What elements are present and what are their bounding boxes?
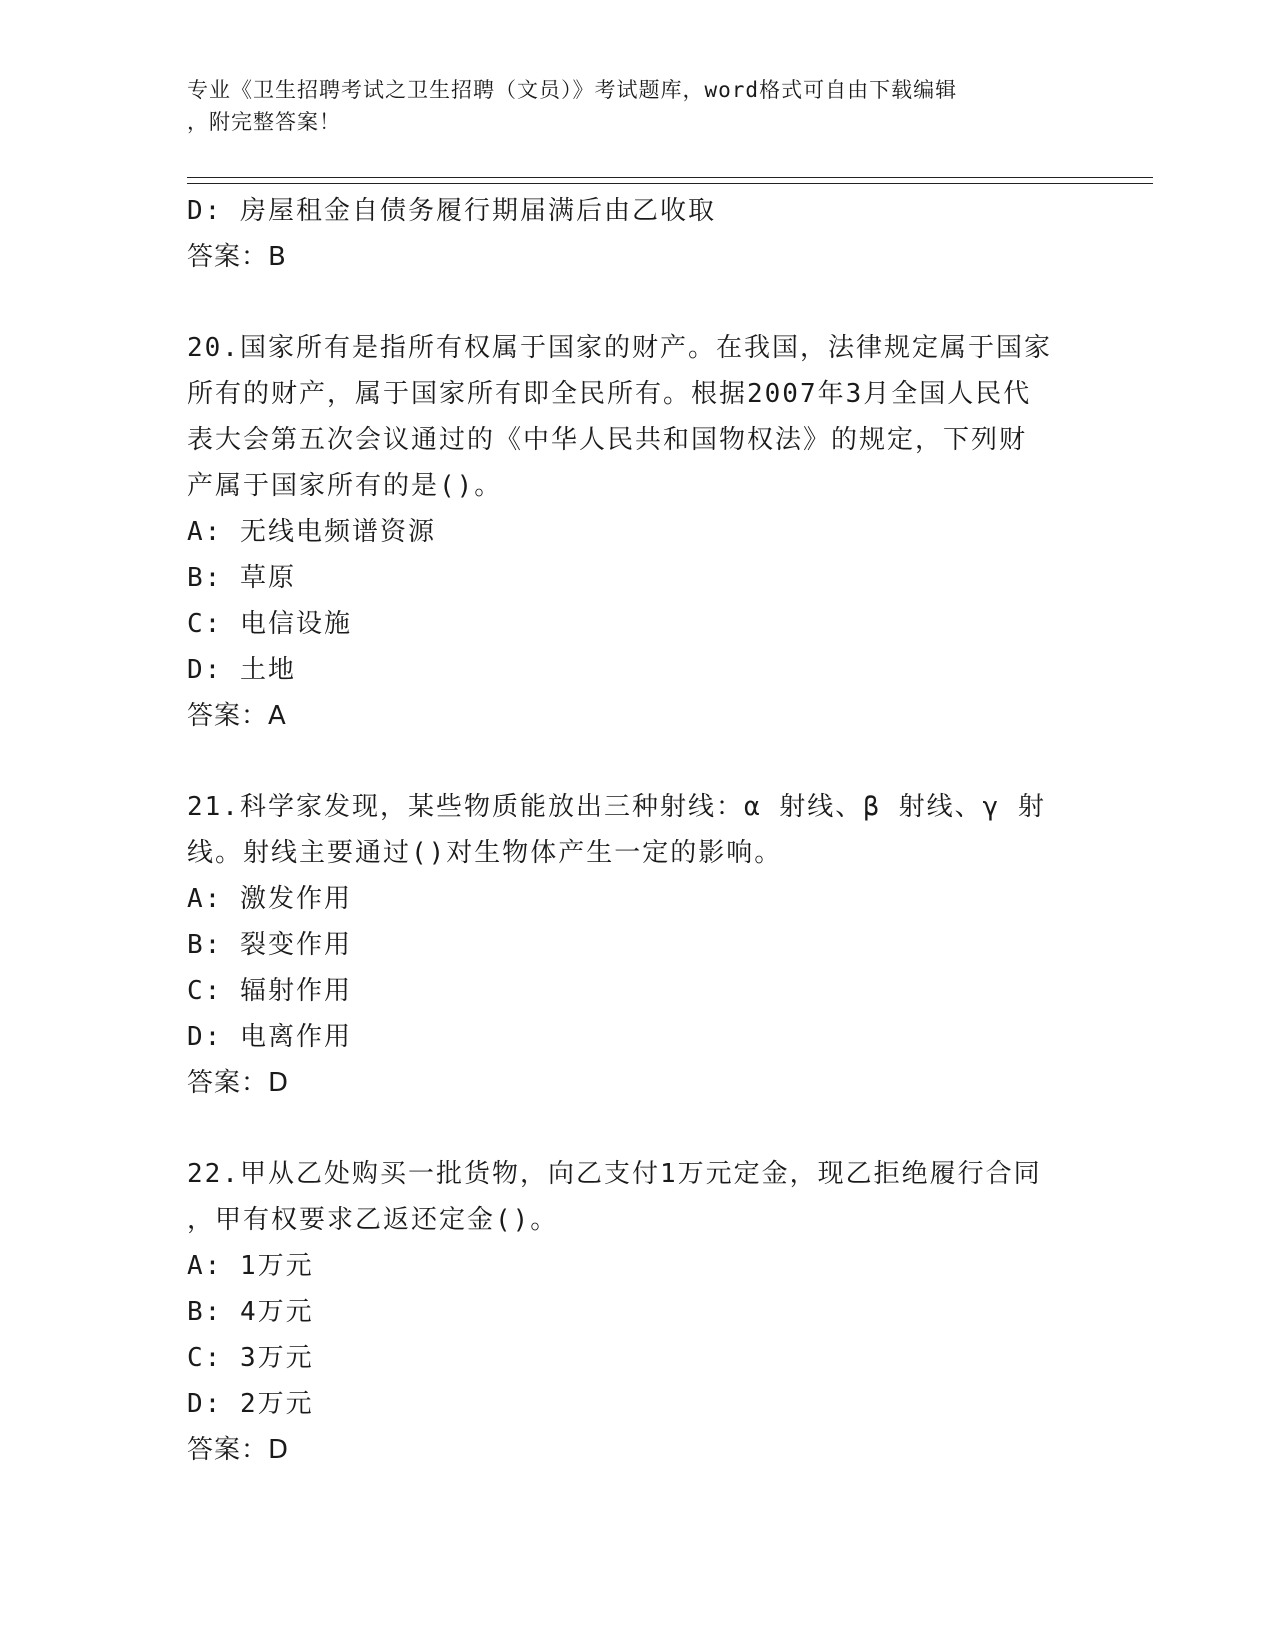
- answer: 答案：D: [187, 1435, 290, 1465]
- option-b: B: 草原: [187, 563, 296, 593]
- option-b: B: 裂变作用: [187, 930, 352, 960]
- question-stem-line: 20.国家所有是指所有权属于国家的财产。在我国，法律规定属于国家: [187, 333, 1052, 363]
- document-header: [187, 74, 1067, 138]
- option-c: C: 电信设施: [187, 609, 352, 639]
- question-21: [187, 784, 1067, 1106]
- header-divider-bottom: [187, 183, 1153, 184]
- question-22: [187, 1151, 1067, 1473]
- header-line-2: ，附完整答案！: [187, 110, 341, 134]
- question-20: [187, 325, 1067, 739]
- answer: 答案：A: [187, 701, 287, 731]
- option-a: A: 激发作用: [187, 884, 352, 914]
- option-d: D: 2万元: [187, 1389, 314, 1419]
- question-stem-line: 表大会第五次会议通过的《中华人民共和国物权法》的规定，下列财: [187, 425, 1028, 455]
- option-c: C: 3万元: [187, 1343, 314, 1373]
- option-d: D: 电离作用: [187, 1022, 352, 1052]
- question-stem-line: 22.甲从乙处购买一批货物，向乙支付1万元定金，现乙拒绝履行合同: [187, 1159, 1042, 1189]
- question-stem-line: 所有的财产，属于国家所有即全民所有。根据2007年3月全国人民代: [187, 379, 1032, 409]
- header-divider-top: [187, 177, 1153, 178]
- option-b: B: 4万元: [187, 1297, 314, 1327]
- option-c: C: 辐射作用: [187, 976, 352, 1006]
- question-content: [187, 188, 1067, 1473]
- prev-answer: 答案：B: [187, 242, 287, 272]
- answer: 答案：D: [187, 1068, 290, 1098]
- question-stem-line: 线。射线主要通过()对生物体产生一定的影响。: [187, 838, 783, 868]
- option-a: A: 无线电频谱资源: [187, 517, 436, 547]
- question-stem-line: 21.科学家发现，某些物质能放出三种射线：α 射线、β 射线、γ 射: [187, 792, 1046, 822]
- option-a: A: 1万元: [187, 1251, 314, 1281]
- question-stem-line: ，甲有权要求乙返还定金()。: [187, 1205, 559, 1235]
- prev-option-d: D: 房屋租金自债务履行期届满后由乙收取: [187, 196, 716, 226]
- option-d: D: 土地: [187, 655, 296, 685]
- question-stem-line: 产属于国家所有的是()。: [187, 471, 503, 501]
- header-line-1: 专业《卫生招聘考试之卫生招聘（文员）》考试题库，word格式可自由下载编辑: [187, 78, 958, 102]
